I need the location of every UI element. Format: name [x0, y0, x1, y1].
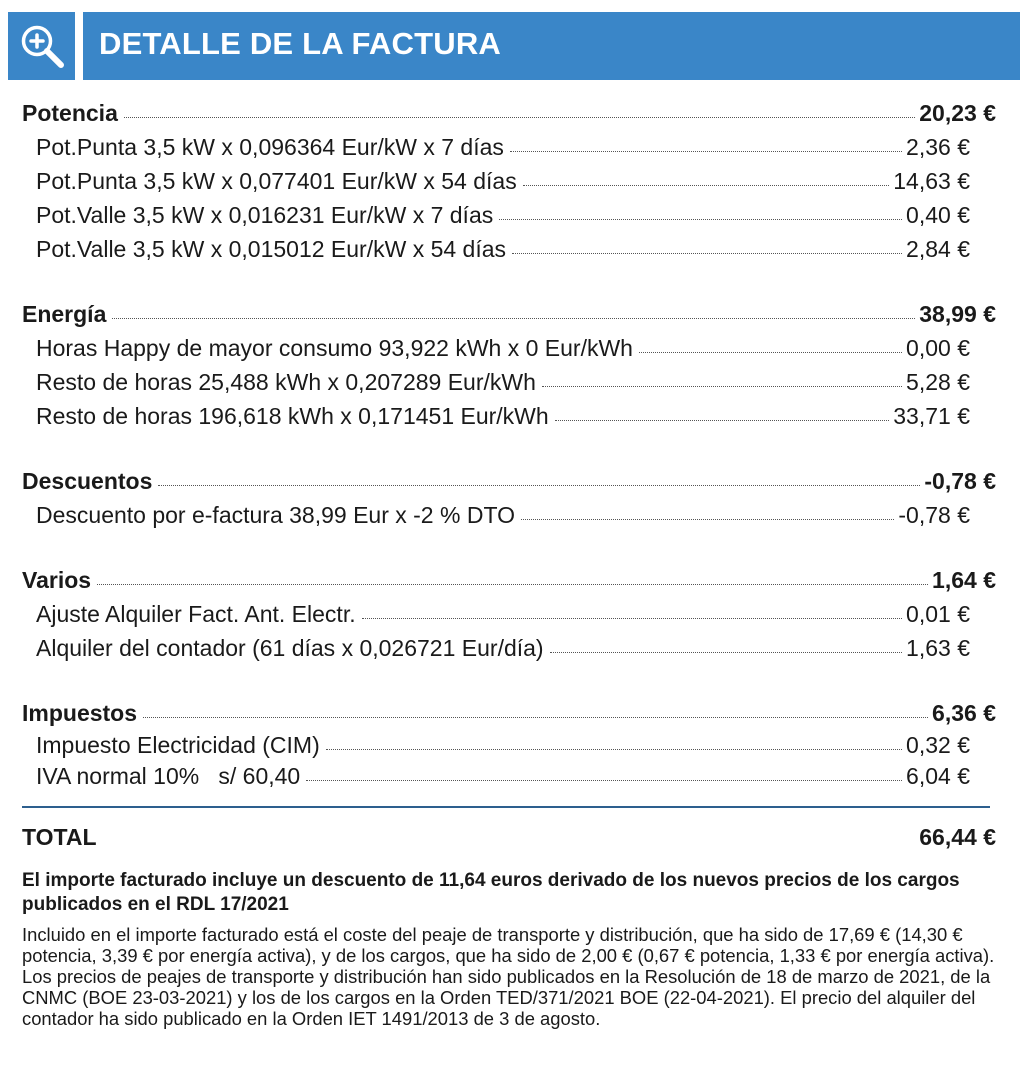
section-total: 38,99 € — [919, 301, 996, 327]
section-total: -0,78 € — [924, 468, 996, 494]
dot-leader — [306, 780, 902, 781]
section-title: Impuestos — [22, 700, 138, 726]
dot-leader — [158, 485, 920, 486]
total-divider — [22, 806, 990, 808]
line-item-label: IVA normal 10% s/ 60,40 — [36, 763, 301, 789]
zoom-button[interactable] — [8, 12, 75, 80]
dot-leader — [143, 717, 928, 718]
dot-leader — [639, 352, 902, 353]
line-item-label: Impuesto Electricidad (CIM) — [36, 732, 320, 758]
section-header — [22, 464, 996, 498]
line-item — [22, 232, 970, 266]
dot-leader — [362, 618, 902, 619]
dot-leader — [124, 117, 915, 118]
section-header — [22, 696, 996, 730]
line-item-value: 33,71 € — [893, 403, 970, 429]
line-item-value: 0,40 € — [906, 202, 970, 228]
line-item-value: 0,32 € — [906, 732, 970, 758]
dot-leader — [523, 185, 890, 186]
line-item-value: -0,78 € — [898, 502, 970, 528]
section-header — [22, 96, 996, 130]
section-title: Varios — [22, 567, 92, 593]
regulatory-note: Incluido en el importe facturado está el coste del peaje de transporte y distribución, que ha sido de 17,69 € (14,30 € potencia, 3,39 € por energía activa), y de los cargos, que ha sido de 2,00 € (0,67 € potencia, 1,33 € por energía activa). Los precios de peajes de transporte y distribución han sido publicados en la Resolución de 18 de marzo de 2021, de la CNMC (BOE 23-03-2021) y los de los cargos en la Orden TED/371/2021 BOE (22-04-2021). El precio del alquiler del contador ha sido publicado en la Orden IET 1491/2013 de 3 de agosto. — [22, 924, 995, 1029]
line-item-label: Pot.Valle 3,5 kW x 0,016231 Eur/kW x 7 días — [36, 202, 494, 228]
line-item-label: Alquiler del contador (61 días x 0,026721 Eur/día) — [36, 635, 544, 661]
dot-leader — [326, 749, 902, 750]
total-label: TOTAL — [22, 824, 97, 850]
line-item — [22, 761, 970, 792]
section-title: Energía — [22, 301, 107, 327]
line-item — [22, 730, 970, 761]
dot-leader — [510, 151, 902, 152]
discount-note: El importe facturado incluye un descuento de 11,64 euros derivado de los nuevos precios de los cargos publicados en el RDL 17/2021 — [22, 870, 960, 915]
zoom-in-icon — [17, 21, 67, 71]
section-header — [22, 563, 996, 597]
section-total: 20,23 € — [919, 100, 996, 126]
section-title: Potencia — [22, 100, 118, 126]
dot-leader — [521, 519, 894, 520]
line-item-value: 0,00 € — [906, 335, 970, 361]
line-item-label: Resto de horas 25,488 kWh x 0,207289 Eur/kWh — [36, 369, 536, 395]
dot-leader — [112, 318, 915, 319]
line-item-label: Ajuste Alquiler Fact. Ant. Electr. — [36, 601, 356, 627]
line-item-label: Horas Happy de mayor consumo 93,922 kWh x 0 Eur/kWh — [36, 335, 633, 361]
line-item-value: 14,63 € — [893, 168, 970, 194]
section-total: 6,36 € — [932, 700, 996, 726]
line-item-value: 0,01 € — [906, 601, 970, 627]
dot-leader — [555, 420, 890, 421]
line-item-value: 6,04 € — [906, 763, 970, 789]
line-item-label: Descuento por e-factura 38,99 Eur x -2 % DTO — [36, 502, 515, 528]
section-energia — [22, 297, 996, 433]
line-item — [22, 365, 970, 399]
dot-leader — [512, 253, 902, 254]
invoice-detail-content — [22, 96, 996, 1029]
line-item-label: Pot.Punta 3,5 kW x 0,077401 Eur/kW x 54 días — [36, 168, 517, 194]
page-title: DETALLE DE LA FACTURA — [99, 26, 502, 61]
line-item-value: 5,28 € — [906, 369, 970, 395]
line-item-value: 1,63 € — [906, 635, 970, 661]
line-item-label: Pot.Punta 3,5 kW x 0,096364 Eur/kW x 7 días — [36, 134, 504, 160]
line-item-value: 2,84 € — [906, 236, 970, 262]
invoice-detail-header — [8, 12, 1020, 80]
line-item-value: 2,36 € — [906, 134, 970, 160]
line-item — [22, 164, 970, 198]
line-item — [22, 631, 970, 665]
line-item — [22, 130, 970, 164]
section-total: 1,64 € — [932, 567, 996, 593]
line-item — [22, 498, 970, 532]
dot-leader — [550, 652, 902, 653]
dot-leader — [97, 584, 928, 585]
dot-leader — [499, 219, 902, 220]
section-header — [22, 297, 996, 331]
section-potencia — [22, 96, 996, 266]
total-row — [22, 824, 996, 851]
section-impuestos — [22, 696, 996, 792]
section-title: Descuentos — [22, 468, 153, 494]
line-item — [22, 331, 970, 365]
line-item — [22, 399, 970, 433]
section-varios — [22, 563, 996, 665]
line-item — [22, 597, 970, 631]
header-title-bar — [83, 12, 1020, 80]
line-item-label: Pot.Valle 3,5 kW x 0,015012 Eur/kW x 54 días — [36, 236, 507, 262]
dot-leader — [542, 386, 902, 387]
line-item — [22, 198, 970, 232]
section-descuentos — [22, 464, 996, 532]
line-item-label: Resto de horas 196,618 kWh x 0,171451 Eur/kWh — [36, 403, 549, 429]
total-value: 66,44 € — [919, 824, 996, 850]
